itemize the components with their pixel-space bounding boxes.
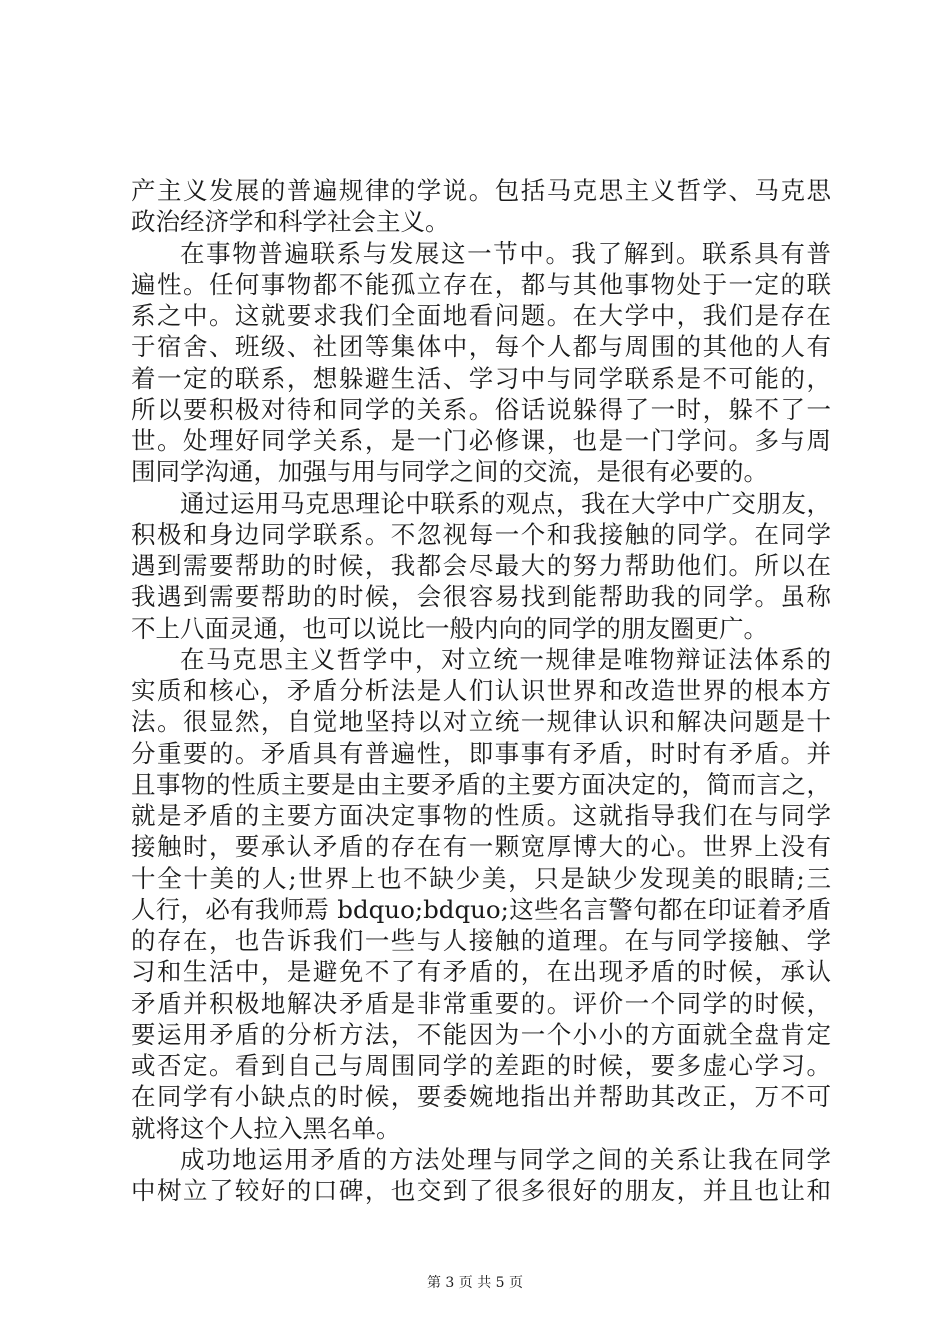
text-line: 法。很显然，自觉地坚持以对立统一规律认识和解决问题是十 — [131, 707, 831, 737]
paragraph-first-line: 在马克思主义哲学中，对立统一规律是唯物辩证法体系的 — [180, 644, 831, 674]
text-line: 积极和身边同学联系。不忽视每一个和我接触的同学。在同学 — [131, 519, 831, 549]
paragraph-first-line: 通过运用马克思理论中联系的观点，我在大学中广交朋友， — [180, 488, 831, 518]
text-line: 系之中。这就要求我们全面地看问题。在大学中，我们是存在 — [131, 301, 831, 330]
text-line: 于宿舍、班级、社团等集体中，每个人都与周围的其他的人有 — [131, 332, 831, 362]
text-line: 要运用矛盾的分析方法，不能因为一个小小的方面就全盘肯定 — [131, 1019, 831, 1049]
page-footer: 第 3 页 共 5 页 — [426, 1275, 524, 1291]
text-line: 中树立了较好的口碑，也交到了很多很好的朋友，并且也让和 — [131, 1176, 831, 1205]
text-line: 的存在，也告诉我们一些与人接触的道理。在与同学接触、学 — [131, 926, 831, 955]
text-line: 产主义发展的普遍规律的学说。包括马克思主义哲学、马克思 — [131, 176, 831, 205]
text-line: 分重要的。矛盾具有普遍性，即事事有矛盾，时时有矛盾。并 — [131, 738, 831, 768]
text-line: 遍性。任何事物都不能孤立存在，都与其他事物处于一定的联 — [131, 269, 831, 299]
text-line: 且事物的性质主要是由主要矛盾的主要方面决定的，简而言之， — [131, 769, 831, 799]
text-line: 在同学有小缺点的时候，要委婉地指出并帮助其改正，万不可 — [131, 1082, 831, 1112]
text-line: 围同学沟通，加强与用与同学之间的交流，是很有必要的。 — [131, 457, 768, 487]
paragraph-first-line: 成功地运用矛盾的方法处理与同学之间的关系让我在同学 — [180, 1144, 831, 1174]
document-body — [131, 175, 831, 1206]
text-line: 我遇到需要帮助的时候，会很容易找到能帮助我的同学。虽称 — [131, 582, 831, 612]
text-line: 遇到需要帮助的时候，我都会尽最大的努力帮助他们。所以在 — [131, 551, 831, 580]
text-line: 人行，必有我师焉 bdquo;bdquo;这些名言警句都在印证着矛盾 — [131, 894, 831, 924]
text-line: 着一定的联系，想躲避生活、学习中与同学联系是不可能的， — [131, 363, 831, 393]
text-line: 所以要积极对待和同学的关系。俗话说躲得了一时，躲不了一 — [131, 394, 831, 424]
text-line: 政治经济学和科学社会主义。 — [131, 207, 450, 237]
text-line: 矛盾并积极地解决矛盾是非常重要的。评价一个同学的时候， — [131, 988, 831, 1018]
paragraph-first-line: 在事物普遍联系与发展这一节中。我了解到。联系具有普 — [180, 238, 831, 268]
text-line: 就是矛盾的主要方面决定事物的性质。这就指导我们在与同学 — [131, 801, 831, 830]
text-line: 世。处理好同学关系，是一门必修课，也是一门学问。多与周 — [131, 426, 831, 455]
text-line: 或否定。看到自己与周围同学的差距的时候，要多虚心学习。 — [131, 1051, 831, 1080]
text-line: 实质和核心，矛盾分析法是人们认识世界和改造世界的根本方 — [131, 676, 831, 705]
text-line: 不上八面灵通，也可以说比一般内向的同学的朋友圈更广。 — [131, 613, 768, 643]
text-line: 接触时，要承认矛盾的存在有一颗宽厚博大的心。世界上没有 — [131, 832, 831, 862]
text-line: 就将这个人拉入黑名单。 — [131, 1113, 401, 1143]
text-line: 习和生活中，是避免不了有矛盾的，在出现矛盾的时候，承认 — [131, 957, 831, 987]
text-line: 十全十美的人;世界上也不缺少美，只是缺少发现美的眼睛;三 — [131, 863, 831, 893]
